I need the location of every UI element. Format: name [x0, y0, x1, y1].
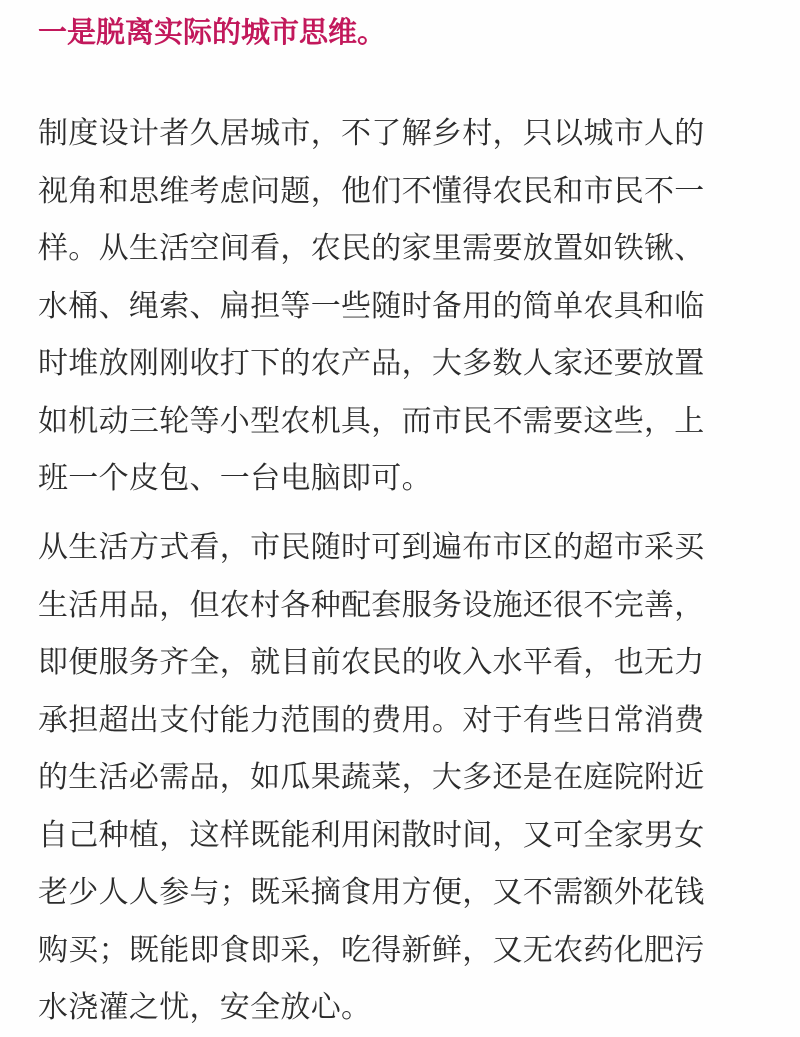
paragraph-line: 自己种植，这样既能利用闲散时间，又可全家男女 [38, 817, 705, 853]
paragraph-line: 制度设计者久居城市，不了解乡村，只以城市人的 [38, 116, 705, 151]
paragraph-line: 购买；既能即食即采，吃得新鲜，又无农药化肥污 [38, 932, 705, 968]
paragraph-line: 水桶、绳索、扁担等一些随时备用的简单农具和临 [38, 288, 705, 324]
paragraph-1 [38, 105, 778, 508]
paragraph-line: 如机动三轮等小型农机具，而市民不需要这些，上 [38, 403, 705, 439]
paragraph-line: 老少人人参与；既采摘食用方便，又不需额外花钱 [38, 875, 705, 910]
paragraph-2 [38, 519, 778, 1037]
paragraph-line: 时堆放刚刚收打下的农产品，大多数人家还要放置 [38, 346, 705, 381]
paragraph-line: 从生活方式看，市民随时可到遍布市区的超市采买 [38, 530, 705, 565]
paragraph-line: 生活用品，但农村各种配套服务设施还很不完善， [38, 587, 705, 623]
paragraph-line: 样。从生活空间看，农民的家里需要放置如铁锹、 [38, 231, 705, 266]
paragraph-line: 视角和思维考虑问题，他们不懂得农民和市民不一 [38, 173, 705, 209]
section-heading: 一是脱离实际的城市思维。 [38, 15, 387, 49]
paragraph-line: 水浇灌之忧，安全放心。 [38, 990, 372, 1025]
paragraph-line: 承担超出支付能力范围的费用。对于有些日常消费 [38, 702, 705, 738]
paragraph-line: 班一个皮包、一台电脑即可。 [38, 461, 432, 496]
paragraph-line: 的生活必需品，如瓜果蔬菜，大多还是在庭院附近 [38, 760, 705, 795]
paragraph-line: 即便服务齐全，就目前农民的收入水平看，也无力 [38, 645, 705, 680]
